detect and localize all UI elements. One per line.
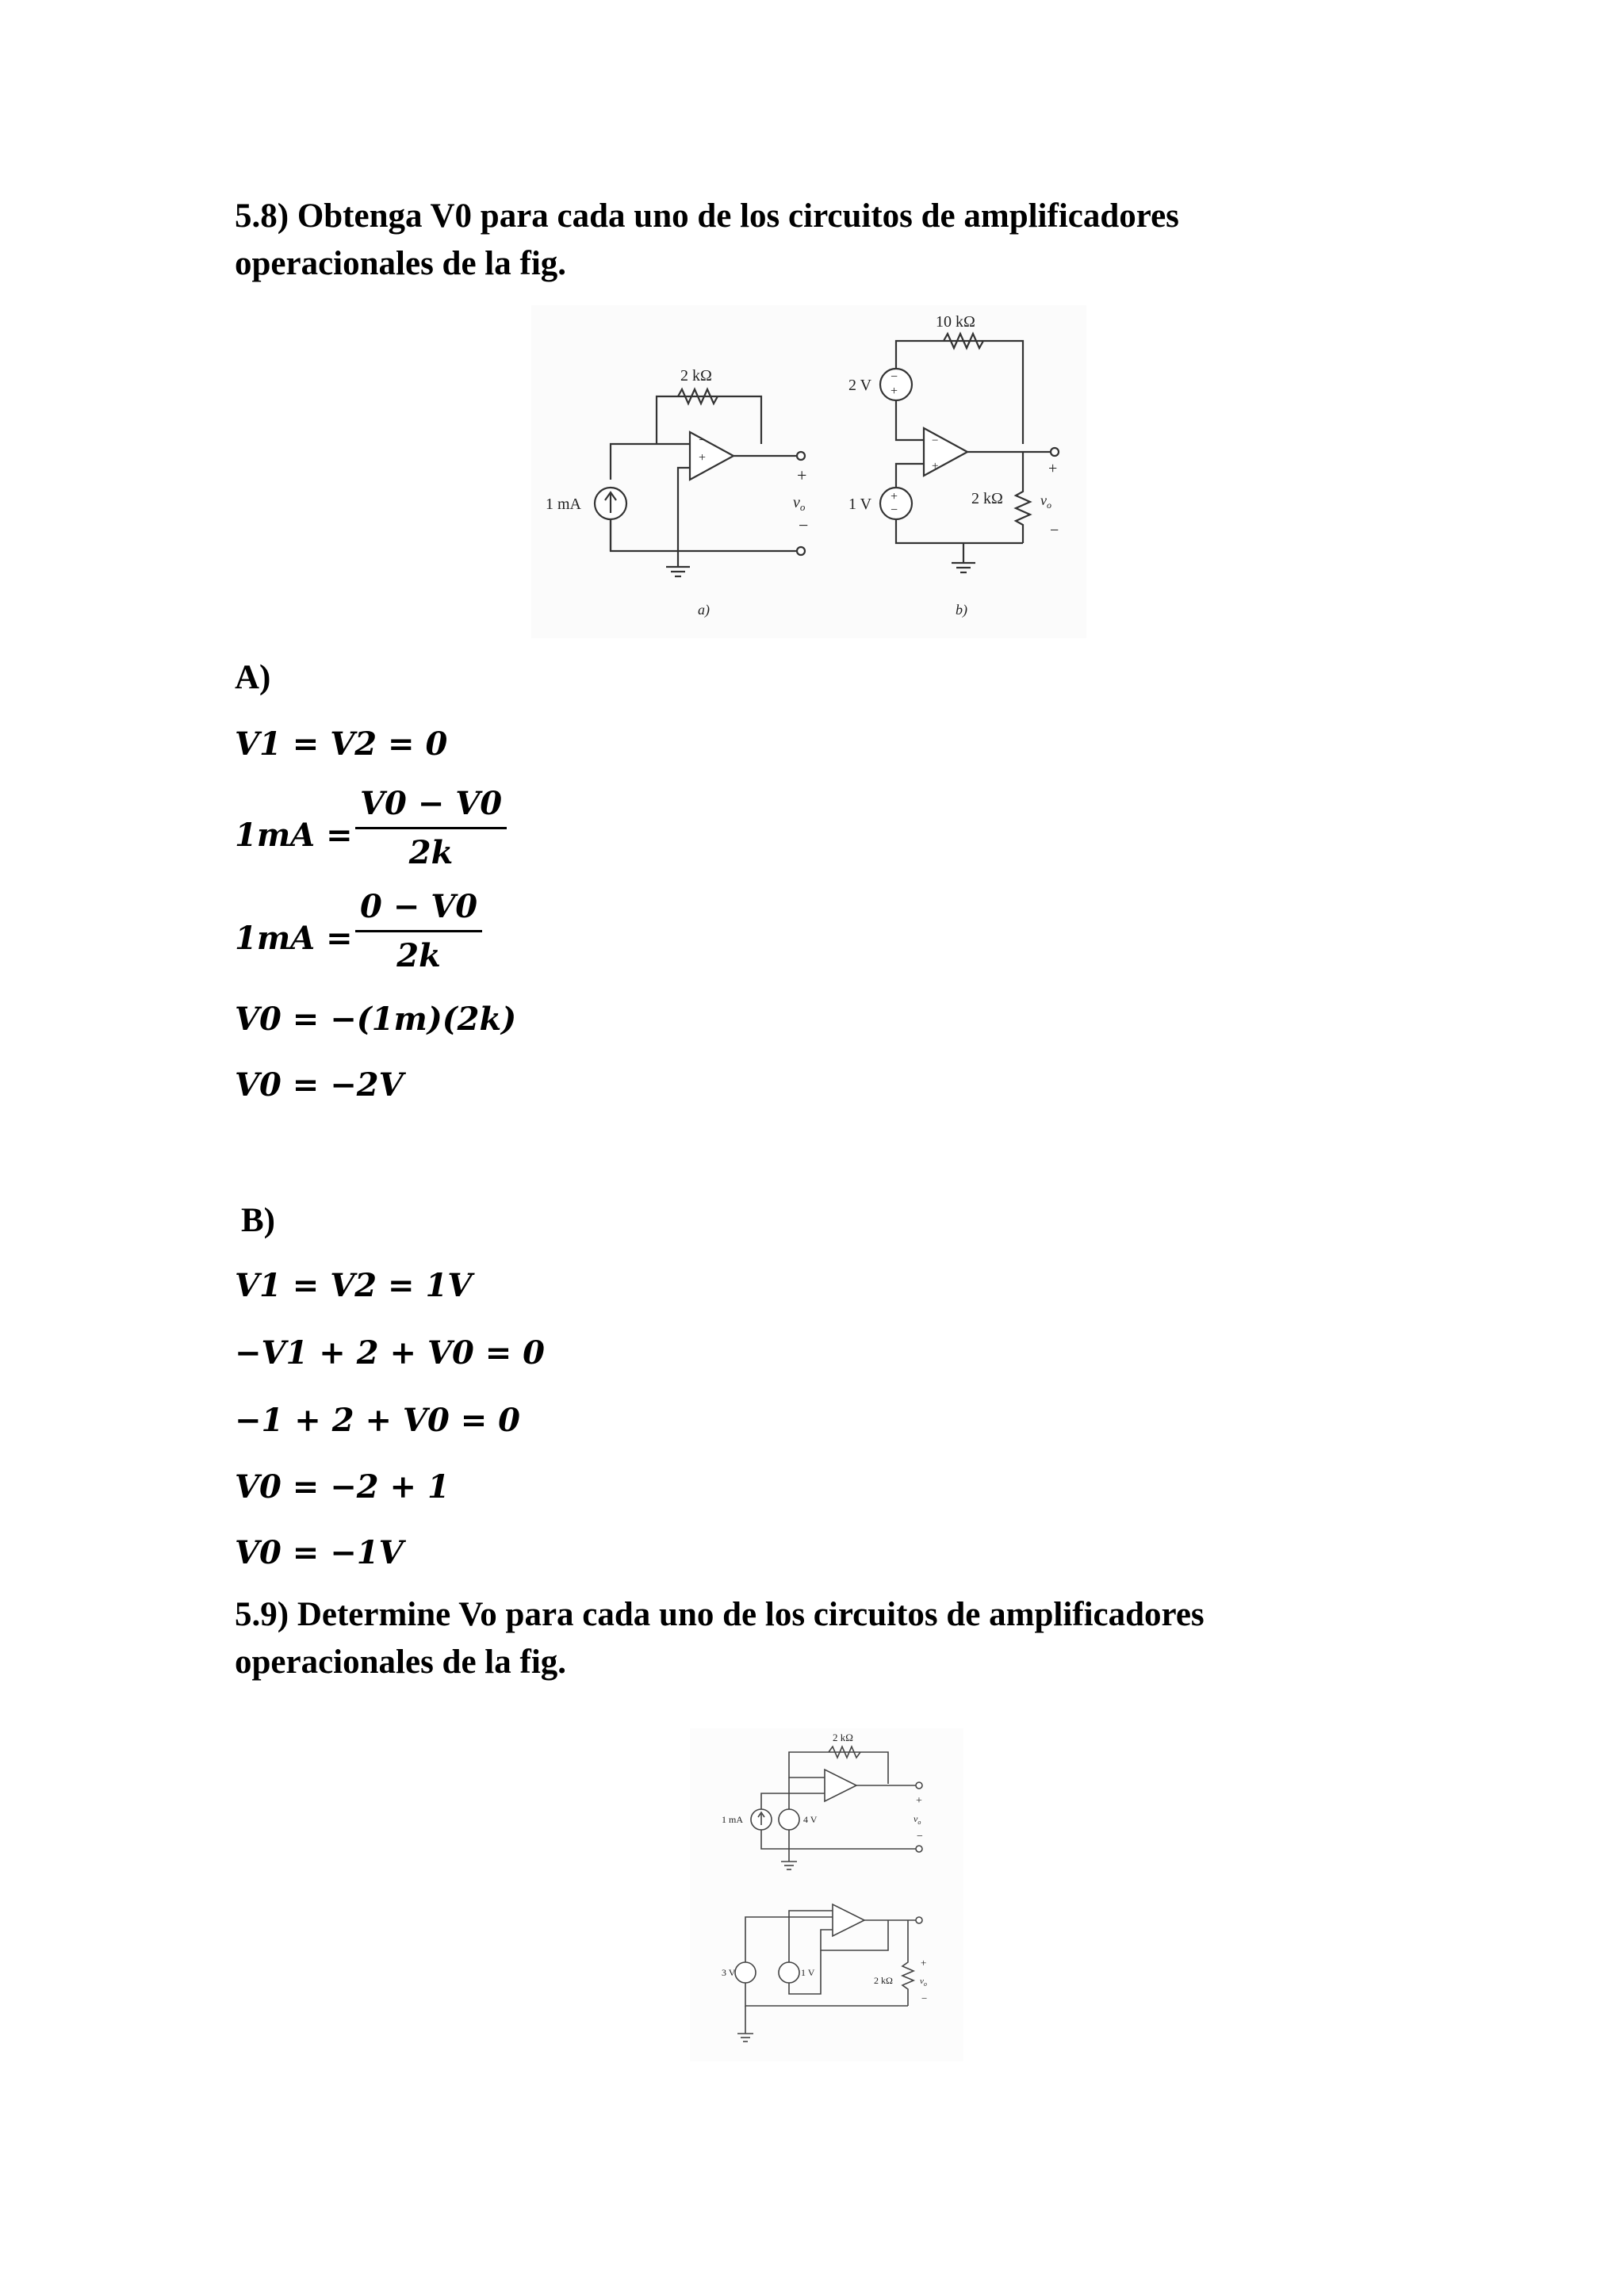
part-b-eq3: −1 + 2 + V0 = 0 — [235, 1402, 520, 1439]
fig59-top-plus: + — [916, 1795, 922, 1807]
fig59-bottom-source-right-label: 1 V — [801, 1967, 815, 1978]
fig59-bottom-vo: $v_o$ — [920, 1976, 927, 1988]
fig59-top-resistor-label: 2 kΩ — [833, 1732, 853, 1743]
part-a-eq3-denominator: 2k — [396, 937, 441, 974]
fig59-top-minus: − — [917, 1831, 923, 1843]
fig-b-load-label: 2 kΩ — [971, 490, 1003, 507]
fig-a-caption: a) — [698, 602, 710, 618]
question-5-9-title-line2: operacionales de la fig. — [235, 1644, 567, 1681]
fig-a-minus: − — [799, 515, 809, 535]
svg-text:+: + — [932, 460, 939, 473]
fig-b-resistor-top-label: 10 kΩ — [936, 313, 975, 331]
part-b-eq5: V0 = −1V — [235, 1534, 404, 1571]
fig59-bottom-plus: + — [921, 1957, 927, 1969]
svg-text:+: + — [699, 451, 707, 465]
part-a-eq2-lhs: 1mA = — [235, 817, 353, 854]
fig59-bottom-minus: − — [921, 1992, 928, 2004]
question-5-8-title-line2: operacionales de la fig. — [235, 245, 567, 282]
part-a-eq1: V1 = V2 = 0 — [235, 725, 448, 763]
figure-5-8 — [531, 305, 1086, 638]
fig-b-caption: b) — [956, 602, 967, 618]
part-a-eq2-denominator: 2k — [408, 834, 454, 871]
part-a-eq3-numerator: 0 − V0 — [355, 888, 482, 932]
part-a-eq3-lhs: 1mA = — [235, 920, 353, 957]
fig-a-plus: + — [797, 465, 807, 485]
fig59-top-source-i-label: 1 mA — [722, 1814, 743, 1825]
svg-text:−: − — [891, 503, 898, 517]
part-a-eq5: V0 = −2V — [235, 1066, 404, 1104]
svg-text:+: + — [891, 385, 898, 398]
fig-a-source-label: 1 mA — [546, 496, 581, 513]
part-a-eq4: V0 = −(1m)(2k) — [235, 1001, 517, 1038]
svg-text:+: + — [891, 490, 898, 503]
part-a-label: A) — [235, 659, 271, 696]
fig-b-vo: $v_o$ — [1040, 492, 1051, 511]
part-a-eq2-numerator: V0 − V0 — [355, 785, 507, 829]
figure-5-9 — [690, 1728, 963, 2061]
fig-a-vo: $v_o$ — [793, 494, 806, 513]
svg-text:−: − — [891, 370, 898, 384]
svg-text:−: − — [932, 434, 939, 447]
fig59-top-source-v-label: 4 V — [803, 1814, 818, 1825]
svg-text:−: − — [699, 434, 707, 447]
question-5-8-title-line1: 5.8) Obtenga V0 para cada uno de los circuitos de amplificadores — [235, 197, 1179, 235]
question-5-9-title-line1: 5.9) Determine Vo para cada uno de los circuitos de amplificadores — [235, 1596, 1205, 1633]
fig-b-source-bottom-label: 1 V — [848, 496, 872, 513]
fig59-bottom-load-label: 2 kΩ — [874, 1975, 893, 1986]
fig59-bottom-source-left-label: 3 V — [722, 1967, 736, 1978]
fig-b-source-top-label: 2 V — [848, 377, 872, 394]
part-a-eq2-fraction — [355, 785, 507, 871]
part-b-label: B) — [241, 1202, 275, 1239]
part-a-eq3-fraction — [355, 888, 482, 974]
part-b-eq2: −V1 + 2 + V0 = 0 — [235, 1334, 546, 1372]
fig-a-resistor-label: 2 kΩ — [680, 367, 712, 385]
fig-b-plus: + — [1048, 460, 1058, 477]
part-b-eq4: V0 = −2 + 1 — [235, 1468, 450, 1506]
fig59-top-vo: $v_o$ — [914, 1813, 921, 1826]
part-b-eq1: V1 = V2 = 1V — [235, 1267, 473, 1304]
fig-b-minus: − — [1050, 522, 1059, 539]
